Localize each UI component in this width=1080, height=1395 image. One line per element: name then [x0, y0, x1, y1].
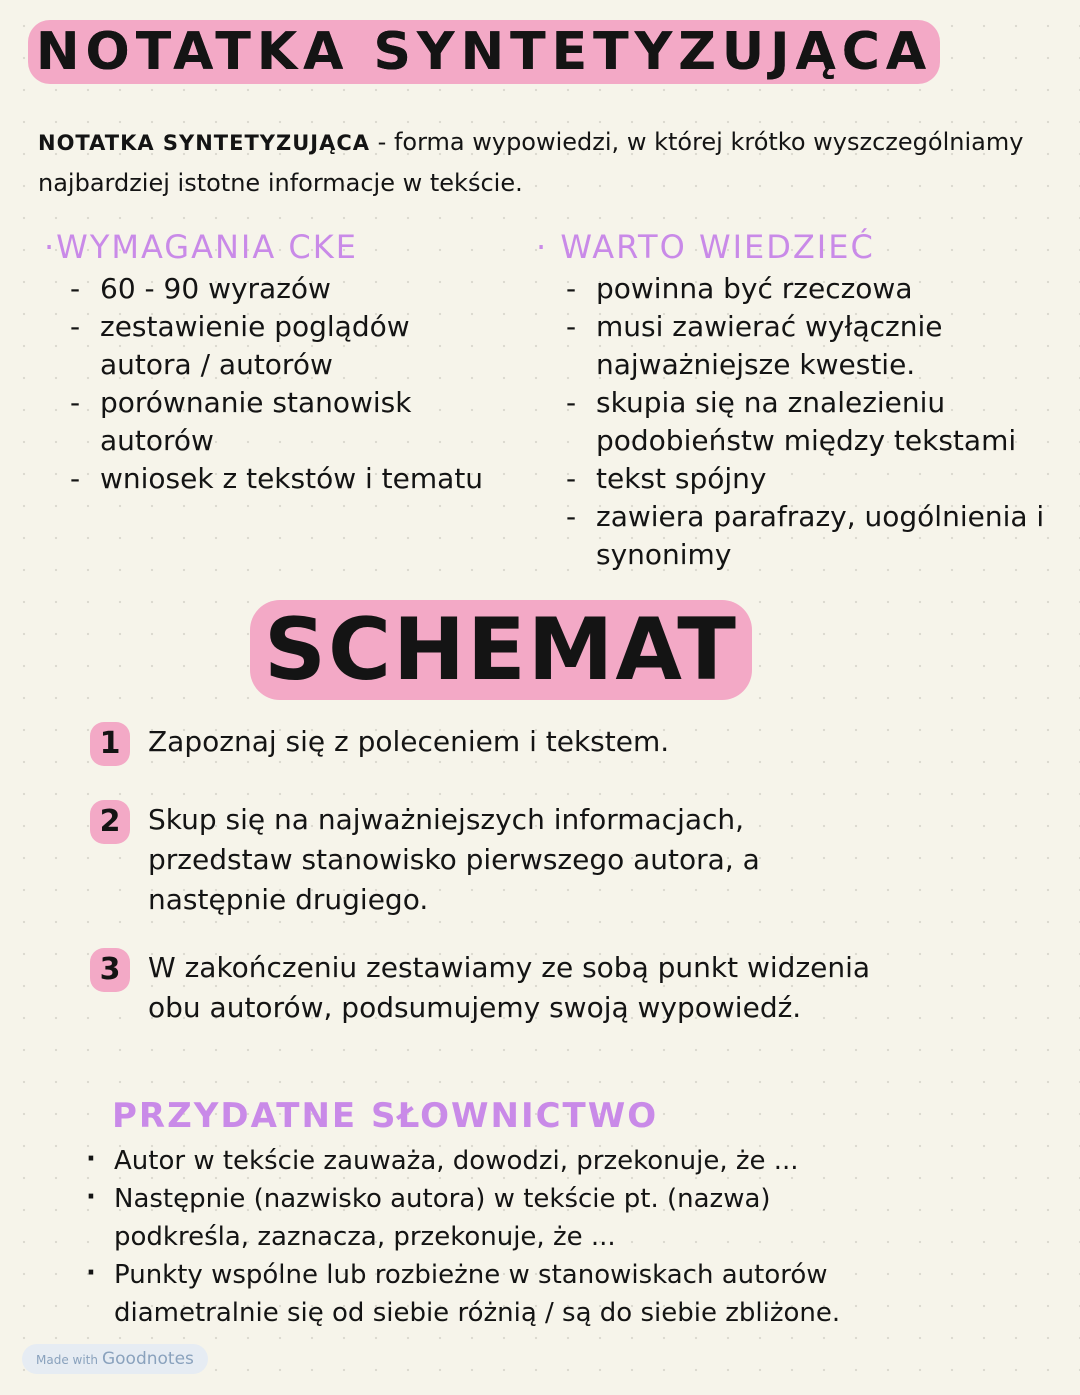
worth-knowing-section [536, 228, 1066, 574]
worth-knowing-list [566, 270, 1066, 574]
list-item: · Punkty wspólne lub rozbieżne w stanowiskach autorów diametralnie się od siebie różnią / są do siebie zbliżone. [86, 1256, 886, 1332]
list-item: - musi zawierać wyłącznie najważniejsze kwestie. [566, 308, 1066, 384]
goodnotes-watermark [22, 1344, 208, 1374]
schema-heading-text: SCHEMAT [250, 600, 752, 700]
step-number-badge: 3 [90, 948, 130, 992]
step-text: Zapoznaj się z poleceniem i tekstem. [148, 725, 670, 758]
schema-step-1 [90, 722, 890, 762]
list-item: - zawiera parafrazy, uogólnienia i synonimy [566, 498, 1066, 574]
list-item: - porównanie stanowisk autorów [70, 384, 484, 460]
list-item: - zestawienie poglądów autora / autorów [70, 308, 484, 384]
definition-paragraph [38, 122, 1058, 203]
vocabulary-list [86, 1142, 886, 1332]
requirements-heading: ·WYMAGANIA CKE [44, 228, 358, 266]
schema-step-2 [90, 800, 890, 920]
list-item: - wniosek z tekstów i tematu [70, 460, 484, 498]
list-item: - tekst spójny [566, 460, 1066, 498]
schema-heading [250, 600, 752, 700]
schema-step-3 [90, 948, 890, 1028]
step-number-badge: 2 [90, 800, 130, 844]
definition-text: - forma wypowiedzi, w której krótko wyszczególniamy najbardziej istotne informacje w tekście. [38, 128, 1024, 197]
list-item: - skupia się na znalezieniu podobieństw między tekstami [566, 384, 1066, 460]
list-item: - powinna być rzeczowa [566, 270, 1066, 308]
step-text: W zakończeniu zestawiamy ze sobą punkt widzenia obu autorów, podsumujemy swoją wypowiedź. [148, 951, 871, 1024]
step-text: Skup się na najważniejszych informacjach, przedstaw stanowisko pierwszego autora, a następnie drugiego. [148, 803, 760, 916]
requirements-section [44, 228, 484, 498]
list-item: · Następnie (nazwisko autora) w tekście pt. (nazwa) podkreśla, zaznacza, przekonuje, że ... [86, 1180, 886, 1256]
page-title [28, 22, 940, 82]
list-item: - 60 - 90 wyrazów [70, 270, 484, 308]
worth-knowing-heading: · WARTO WIEDZIEĆ [536, 228, 875, 266]
watermark-prefix: Made with [36, 1353, 98, 1367]
list-item: · Autor w tekście zauważa, dowodzi, przekonuje, że ... [86, 1142, 886, 1180]
requirements-list [70, 270, 484, 498]
definition-term: NOTATKA SYNTETYZUJĄCA [38, 131, 371, 155]
vocabulary-heading: PRZYDATNE SŁOWNICTWO [112, 1096, 659, 1136]
watermark-brand: Goodnotes [101, 1349, 194, 1369]
page-title-text: NOTATKA SYNTETYZUJĄCA [28, 20, 940, 84]
step-number-badge: 1 [90, 722, 130, 766]
